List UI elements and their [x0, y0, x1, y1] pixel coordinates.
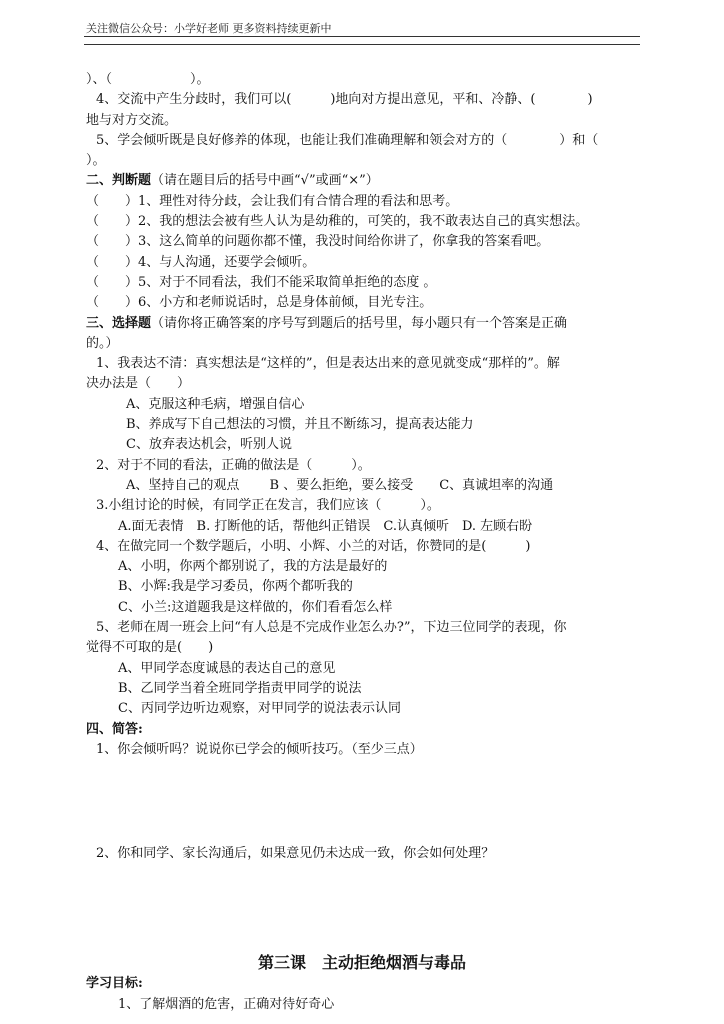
answer-space — [86, 864, 638, 952]
judgement-item: （ ）6、小方和老师说话时，总是身体前倾，目光专注。 — [86, 295, 433, 311]
header-note: 关注微信公众号：小学好老师 更多资料持续更新中 — [86, 22, 332, 35]
fill-blank-line: 5、学会倾听既是良好修养的体现，也能让我们准确理解和领会对方的（ ）和（ — [96, 132, 599, 148]
choice-question: 3.小组讨论的时候，有同学正在发言，我们应该（ ）。 — [96, 498, 440, 514]
fill-blank-line: ）。 — [86, 153, 106, 169]
section-heading-choice — [86, 314, 638, 334]
choice-option: A、小明，你两个都别说了，我的方法是最好的 — [118, 559, 388, 575]
choice-question: 1、我表达不清：真实想法是“这样的”，但是表达出来的意见就变成“那样的”。解 — [96, 356, 560, 372]
section-note: （请在题目后的括号中画“√”或画“×”） — [151, 173, 379, 189]
short-answer-question: 1、你会倾听吗？说说你已学会的倾听技巧。（至少三点） — [96, 741, 423, 757]
judgement-item: （ ）4、与人沟通，还要学会倾听。 — [86, 254, 316, 270]
header-rule — [84, 36, 640, 37]
section-note-cont: 的。） — [86, 335, 119, 351]
choice-option: A.面无表情 B. 打断他的话，帮他纠正错误 C.认真倾听 D. 左顾右盼 — [118, 518, 533, 534]
choice-option: C、放弃表达机会，听别人说 — [126, 437, 292, 453]
choice-option: B、乙同学当着全班同学指责甲同学的说法 — [118, 680, 362, 696]
short-answer-question: 2、你和同学、家长沟通后，如果意见仍未达成一致，你会如何处理？ — [96, 846, 495, 862]
choice-option: C、小兰:这道题我是这样做的，你们看看怎么样 — [118, 599, 393, 615]
choice-question: 4、在做完同一个数学题后，小明、小辉、小兰的对话，你赞同的是( ) — [96, 538, 531, 554]
judgement-item: （ ）2、我的想法会被有些人认为是幼稚的，可笑的，我不敢表达自己的真实想法。 — [86, 214, 589, 230]
section-title: 二、判断题 — [86, 173, 152, 189]
section-heading-judgement — [86, 171, 638, 191]
choice-question: 2、对于不同的看法，正确的做法是（ ）。 — [96, 457, 371, 473]
worksheet-body — [86, 70, 638, 1015]
choice-question: 5、老师在周一班会上问“有人总是不完成作业怎么办?”，下边三位同学的表现，你 — [96, 620, 567, 636]
choice-question-cont: 觉得不可取的是( ) — [86, 640, 214, 656]
fill-blank-line: 4、交流中产生分歧时，我们可以( )地向对方提出意见，平和、冷静、( ) — [96, 92, 593, 108]
judgement-item: （ ）5、对于不同看法，我们不能采取简单拒绝的态度 。 — [86, 274, 437, 290]
choice-option: A、克服这种毛病，增强自信心 — [126, 396, 305, 412]
learning-goals-label: 学习目标: — [86, 976, 143, 992]
fill-blank-line: 地与对方交流。 — [86, 112, 178, 128]
learning-goal-item: 1、了解烟酒的危害，正确对待好奇心 — [118, 996, 335, 1012]
section-heading-short-answer: 四、简答: — [86, 721, 143, 737]
section-title: 三、选择题 — [86, 315, 152, 331]
fill-blank-line: ）、（ ）。 — [86, 72, 210, 87]
judgement-item: （ ）1、理性对待分歧，会让我们有合情合理的看法和思考。 — [86, 193, 459, 209]
choice-option: A、坚持自己的观点 B 、要么拒绝，要么接受 C、真诚坦率的沟通 — [126, 477, 554, 493]
section-note: （请你将正确答案的序号写到题后的括号里，每小题只有一个答案是正确 — [151, 315, 568, 331]
choice-option: B、养成写下自己想法的习惯，并且不断练习，提高表达能力 — [126, 417, 474, 433]
choice-question-cont: 决办法是（ ） — [86, 376, 191, 392]
lesson-title: 第三课 主动拒绝烟酒与毒品 — [257, 953, 466, 973]
answer-space — [86, 760, 638, 844]
judgement-item: （ ）3、这么简单的问题你都不懂，我没时间给你讲了，你拿我的答案看吧。 — [86, 234, 550, 250]
header-rule-lower — [84, 44, 640, 45]
choice-option: B、小辉:我是学习委员，你两个都听我的 — [118, 579, 353, 595]
choice-option: C、丙同学边听边观察，对甲同学的说法表示认同 — [118, 701, 401, 717]
choice-option: A、甲同学态度诚恳的表达自己的意见 — [118, 660, 336, 676]
